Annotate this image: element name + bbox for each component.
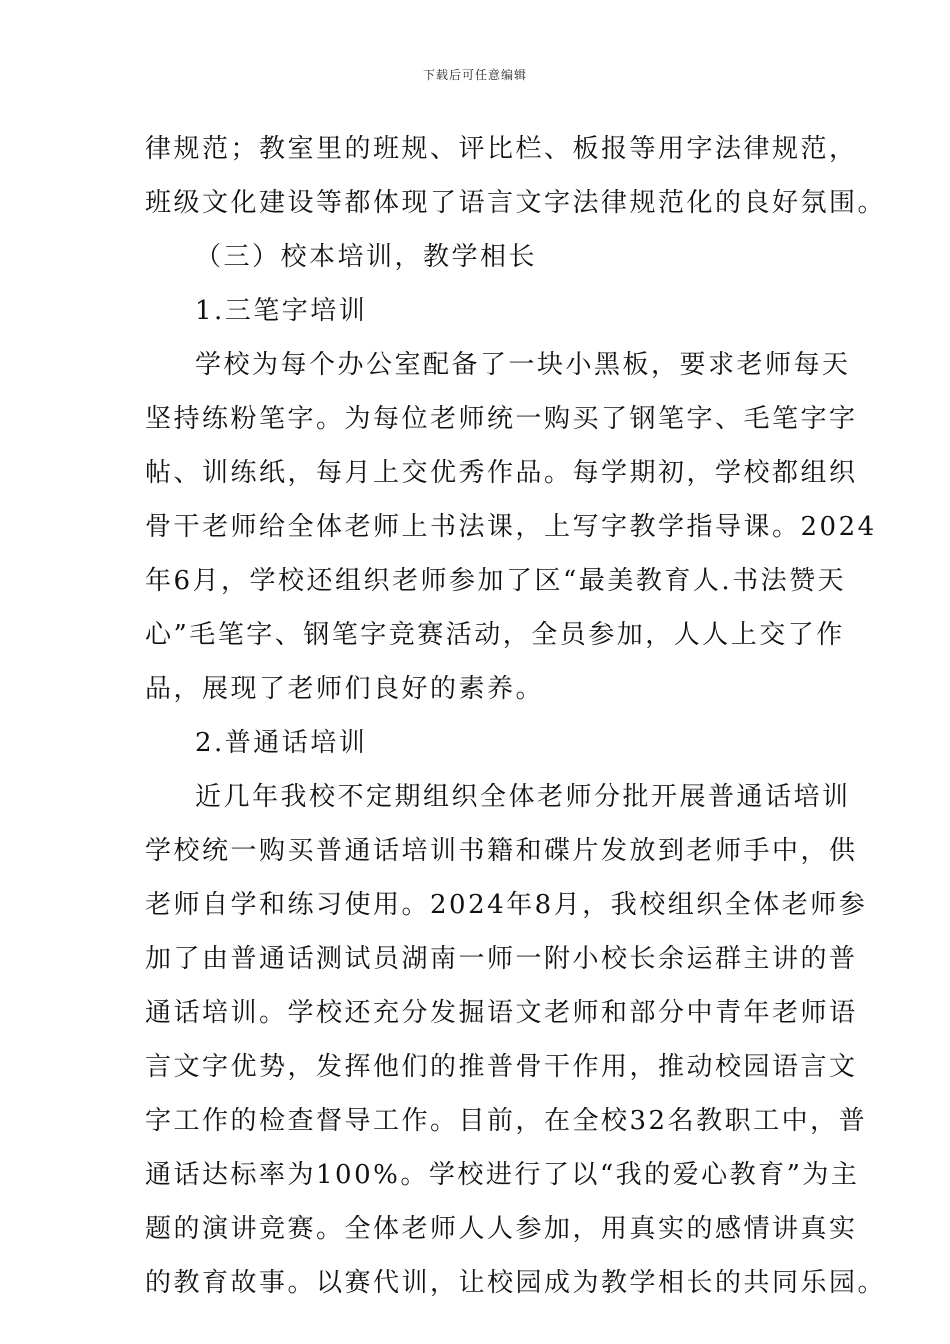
- text-line: 字工作的检查督导工作。目前，在全校32名教职工中，普: [145, 1106, 868, 1136]
- text-line: 2.普通话培训: [195, 728, 368, 758]
- text-line: 题的演讲竞赛。全体老师人人参加，用真实的感情讲真实: [145, 1214, 858, 1244]
- text-line: 加了由普通话测试员湖南一师一附小校长余运群主讲的普: [145, 944, 858, 974]
- text-line: 通话达标率为100%。学校进行了以“我的爱心教育”为主: [145, 1160, 860, 1190]
- text-line: 的教育故事。以赛代训，让校园成为教学相长的共同乐园。: [145, 1268, 887, 1298]
- text-line: 老师自学和练习使用。2024年8月，我校组织全体老师参: [145, 890, 868, 920]
- text-line: 通话培训。学校还充分发掘语文老师和部分中青年老师语: [145, 998, 858, 1028]
- text-line: 班级文化建设等都体现了语言文字法律规范化的良好氛围。: [145, 188, 887, 218]
- text-line: 品，展现了老师们良好的素养。: [145, 674, 545, 704]
- text-line: 骨干老师给全体老师上书法课，上写字教学指导课。2024: [145, 512, 877, 542]
- page-header: 下载后可任意编辑: [422, 68, 527, 82]
- text-line: 坚持练粉笔字。为每位老师统一购买了钢笔字、毛笔字字: [145, 404, 858, 434]
- text-line: 1.三笔字培训: [195, 296, 368, 326]
- text-line: 学校统一购买普通话培训书籍和碟片发放到老师手中，供: [145, 836, 858, 866]
- text-line: 近几年我校不定期组织全体老师分批开展普通话培训: [195, 782, 851, 812]
- text-line: 言文字优势，发挥他们的推普骨干作用，推动校园语言文: [145, 1052, 858, 1082]
- text-line: 律规范；教室里的班规、评比栏、板报等用字法律规范，: [145, 134, 858, 164]
- text-line: （三）校本培训，教学相长: [195, 242, 538, 272]
- text-line: 心”毛笔字、钢笔字竞赛活动，全员参加，人人上交了作: [145, 620, 845, 650]
- text-line: 帖、训练纸，每月上交优秀作品。每学期初，学校都组织: [145, 458, 858, 488]
- text-line: 学校为每个办公室配备了一块小黑板，要求老师每天: [195, 350, 851, 380]
- text-line: 年6月，学校还组织老师参加了区“最美教育人.书法赞天: [145, 566, 847, 596]
- document-body: [145, 122, 887, 1310]
